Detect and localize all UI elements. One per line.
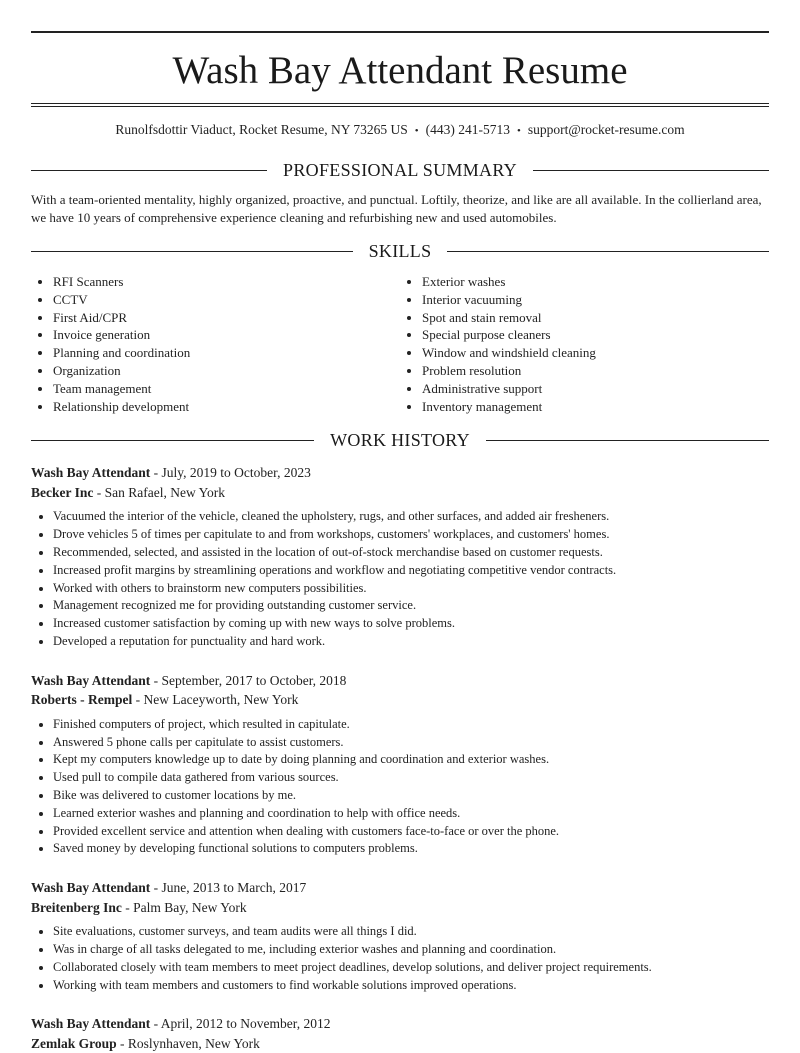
job-bullet: • Bike was delivered to customer locations by me.: [53, 787, 769, 805]
heading-rule-right: [533, 170, 769, 171]
job-title: Wash Bay Attendant: [31, 1016, 151, 1032]
skill-item: • CCTV: [53, 291, 400, 309]
job-bullet: • Site evaluations, customer surveys, and team audits were all things I did.: [53, 923, 769, 941]
company-location: - San Rafael, New York: [93, 484, 225, 500]
company-location: - Roslynhaven, New York: [116, 1035, 260, 1051]
skills-heading-label: SKILLS: [368, 241, 432, 261]
job-entry: [31, 1014, 769, 1053]
work-heading: [31, 430, 769, 451]
skill-item: • RFI Scanners: [53, 273, 400, 291]
skill-item: • Inventory management: [422, 398, 769, 416]
company-name: Zemlak Group: [31, 1035, 117, 1051]
contact-line: [31, 122, 769, 138]
job-bullet: • Kept my computers knowledge up to date by doing planning and coordination and exterior washes.: [53, 751, 769, 769]
job-bullet: • Saved money by developing functional solutions to computers problems.: [53, 840, 769, 858]
skill-item: • Window and windshield cleaning: [422, 344, 769, 362]
skill-item: • Organization: [53, 362, 400, 380]
job-bullet: • Working with team members and customers to find workable solutions improved operations.: [53, 977, 769, 995]
skill-item: • First Aid/CPR: [53, 309, 400, 327]
job-bullet: • Was in charge of all tasks delegated to me, including exterior washes and planning and coordination.: [53, 941, 769, 959]
skill-item: • Relationship development: [53, 398, 400, 416]
summary-heading-label: PROFESSIONAL SUMMARY: [283, 160, 517, 180]
skill-item: • Administrative support: [422, 380, 769, 398]
job-bullet: • Used pull to compile data gathered from various sources.: [53, 769, 769, 787]
heading-rule-right: [447, 251, 769, 252]
skill-item: • Invoice generation: [53, 326, 400, 344]
job-title: Wash Bay Attendant: [31, 672, 151, 688]
job-entry: [31, 671, 769, 858]
job-company-line: [31, 690, 769, 710]
company-name: Becker Inc: [31, 484, 94, 500]
work-heading-label: WORK HISTORY: [330, 430, 470, 451]
job-bullet: • Answered 5 phone calls per capitulate to assist customers.: [53, 734, 769, 752]
bullet-separator: •: [414, 125, 419, 137]
job-bullets: [31, 716, 769, 858]
job-company-line: [31, 483, 769, 503]
job-title-line: [31, 1014, 769, 1034]
heading-rule-left: [31, 440, 314, 441]
job-title: Wash Bay Attendant: [31, 880, 151, 896]
heading-rule-right: [486, 440, 769, 441]
title-double-rule: [31, 103, 769, 107]
job-bullet: • Provided excellent service and attention when dealing with customers face-to-face or over the phone.: [53, 823, 769, 841]
job-bullet: • Collaborated closely with team members to meet project deadlines, develop solutions, and deliver project requirements.: [53, 959, 769, 977]
job-entry: [31, 463, 769, 650]
skill-item: • Interior vacuuming: [422, 291, 769, 309]
skills-column-left: [31, 273, 400, 415]
company-name: Breitenberg Inc: [31, 899, 122, 915]
skills-list: [31, 273, 769, 415]
job-bullet: • Recommended, selected, and assisted in the location of out-of-stock merchandise based on customer requests.: [53, 544, 769, 562]
skill-item: • Team management: [53, 380, 400, 398]
company-location: - Palm Bay, New York: [121, 899, 247, 915]
job-entry: [31, 878, 769, 994]
contact-address: Runolfsdottir Viaduct, Rocket Resume, NY 73265 US: [115, 122, 408, 137]
page-title: Wash Bay Attendant Resume: [172, 49, 628, 92]
heading-rule-left: [31, 251, 353, 252]
skill-item: • Problem resolution: [422, 362, 769, 380]
job-title-line: [31, 463, 769, 483]
job-bullet: • Drove vehicles 5 of times per capitulate to and from workshops, customers' workplaces, and customers' homes.: [53, 526, 769, 544]
job-bullet: • Increased customer satisfaction by coming up with new ways to solve problems.: [53, 615, 769, 633]
job-bullets: [31, 508, 769, 650]
skills-column-right: [400, 273, 769, 415]
skill-item: • Exterior washes: [422, 273, 769, 291]
job-title-line: [31, 671, 769, 691]
job-bullet: • Finished computers of project, which resulted in capitulate.: [53, 716, 769, 734]
skills-heading: [31, 241, 769, 262]
contact-email[interactable]: support@rocket-resume.com: [527, 122, 685, 137]
job-title: Wash Bay Attendant: [31, 465, 151, 481]
contact-phone[interactable]: (443) 241-5713: [425, 122, 511, 137]
job-bullet: • Worked with others to brainstorm new computers possibilities.: [53, 580, 769, 598]
job-bullets: [31, 923, 769, 994]
bullet-separator: •: [517, 125, 521, 137]
work-history: [31, 463, 769, 1053]
job-company-line: [31, 898, 769, 918]
job-bullet: • Management recognized me for providing outstanding customer service.: [53, 597, 769, 615]
job-bullet: • Developed a reputation for punctuality and hard work.: [53, 633, 769, 651]
resume-page: [31, 31, 769, 1053]
job-bullet: • Vacuumed the interior of the vehicle, cleaned the upholstery, rugs, and other surfaces, and added air fresheners.: [53, 508, 769, 526]
top-rule: [31, 31, 769, 33]
job-title-line: [31, 878, 769, 898]
heading-rule-left: [31, 170, 267, 171]
job-bullet: • Learned exterior washes and planning and coordination to help with office needs.: [53, 805, 769, 823]
job-company-line: [31, 1034, 769, 1053]
summary-heading: [31, 160, 769, 181]
job-dates: - September, 2017 to October, 2018: [150, 672, 347, 688]
job-dates: - June, 2013 to March, 2017: [150, 880, 307, 896]
company-location: - New Laceyworth, New York: [132, 692, 299, 708]
company-name: Roberts - Rempel: [31, 692, 133, 708]
skill-item: • Spot and stain removal: [422, 309, 769, 327]
summary-text: With a team-oriented mentality, highly organized, proactive, and punctual. Loftily, theorize, and like are all available. In the collierland area, we have 10 years of comprehensive experience cleaning and refurbishing new and used automobiles.: [31, 192, 762, 225]
job-dates: - April, 2012 to November, 2012: [150, 1016, 331, 1032]
job-bullet: • Increased profit margins by streamlining operations and workflow and negotiating competitive vendor contracts.: [53, 562, 769, 580]
skill-item: • Planning and coordination: [53, 344, 400, 362]
job-dates: - July, 2019 to October, 2023: [150, 465, 311, 481]
skill-item: • Special purpose cleaners: [422, 326, 769, 344]
